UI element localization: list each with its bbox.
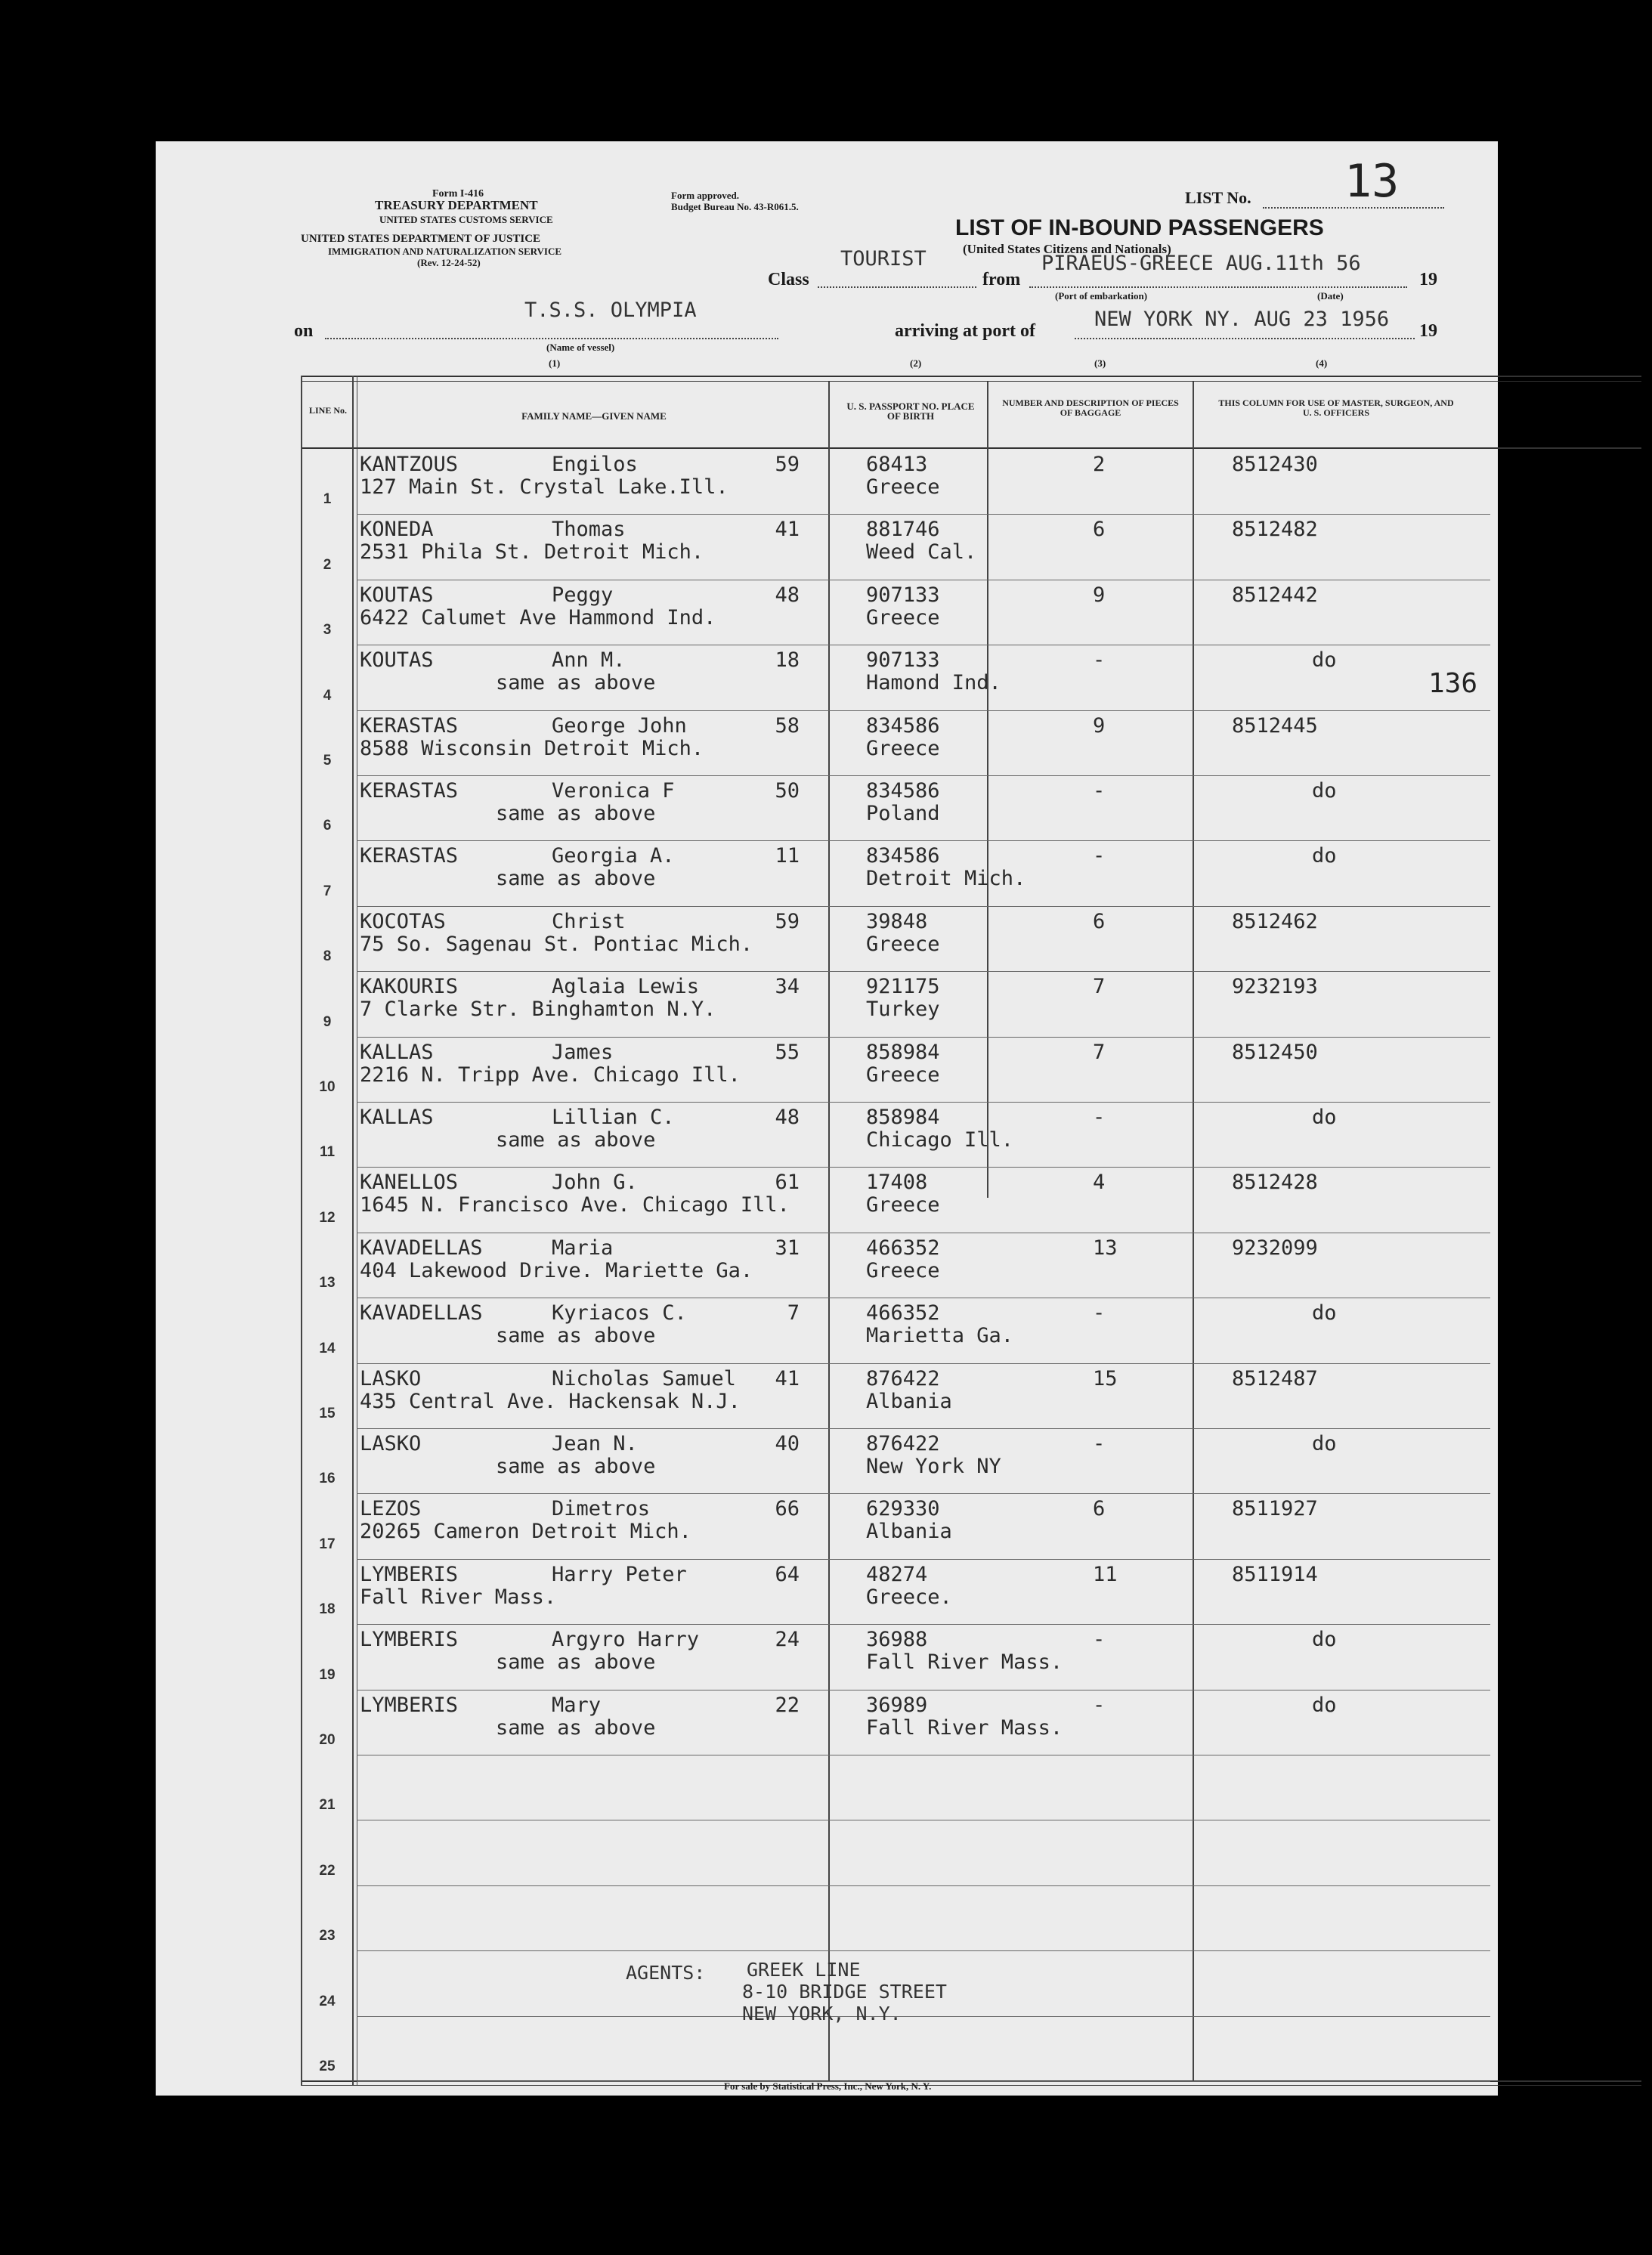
from-value: PIRAEUS-GREECE AUG.11th 56 (1041, 252, 1361, 275)
age: 31 (775, 1236, 800, 1260)
family-name: LASKO (360, 1366, 422, 1390)
officer-note: 8512428 (1232, 1171, 1318, 1195)
agents-label: AGENTS: (626, 1962, 706, 1984)
place-of-birth: Greece (866, 932, 940, 956)
row-divider (357, 971, 1490, 972)
manifest-page (156, 141, 1498, 2096)
baggage-count: - (1093, 844, 1106, 868)
given-name: Peggy (552, 583, 614, 607)
baggage-count: 6 (1093, 1497, 1106, 1521)
given-name: Dimetros (552, 1497, 651, 1521)
margin-note: 136 (1428, 668, 1478, 699)
family-name: KERASTAS (360, 844, 459, 868)
address: same as above (496, 1128, 656, 1152)
baggage-count: - (1093, 648, 1106, 673)
place-of-birth: Fall River Mass. (866, 1650, 1063, 1675)
officer-note: do (1312, 1693, 1337, 1717)
baggage-count: - (1093, 1693, 1106, 1717)
passport-number: 48274 (866, 1562, 928, 1586)
place-of-birth: Greece (866, 1193, 940, 1217)
given-name: Lillian C. (552, 1106, 675, 1129)
col-num-1: (1) (549, 357, 561, 369)
place-of-birth: Hamond Ind. (866, 671, 1001, 695)
officer-note: 9232099 (1232, 1236, 1318, 1260)
line-number: 6 (323, 818, 332, 834)
form-number: Form I-416 (432, 188, 484, 200)
passport-number: 834586 (866, 779, 940, 803)
passport-number: 36989 (866, 1693, 928, 1717)
line-number: 12 (319, 1209, 336, 1226)
arriving-label: arriving at port of (895, 321, 1035, 341)
address: same as above (496, 1715, 656, 1740)
row-divider (357, 1363, 1490, 1364)
row-divider (357, 840, 1490, 841)
family-name: LYMBERIS (360, 1628, 459, 1652)
line-number: 7 (323, 883, 332, 899)
given-name: Ann M. (552, 648, 626, 673)
age: 66 (775, 1497, 800, 1521)
given-name: Nicholas Samuel (552, 1366, 736, 1390)
line-number: 16 (319, 1471, 336, 1487)
family-name: KAKOURIS (360, 975, 459, 999)
given-name: Thomas (552, 518, 626, 542)
officer-note: 8511927 (1232, 1497, 1318, 1521)
place-of-birth: Detroit Mich. (866, 867, 1026, 891)
family-name: KERASTAS (360, 779, 459, 803)
age: 18 (775, 648, 800, 673)
address: 6422 Calumet Ave Hammond Ind. (360, 605, 716, 629)
line-number: 17 (319, 1536, 336, 1552)
officer-note: do (1312, 1628, 1337, 1652)
officer-note: do (1312, 1432, 1337, 1455)
given-name: Jean N. (552, 1432, 638, 1455)
age: 7 (787, 1301, 800, 1325)
passport-number: 36988 (866, 1628, 928, 1652)
given-name: Kyriacos C. (552, 1301, 687, 1325)
from-label: from (982, 270, 1021, 289)
ins-label: IMMIGRATION AND NATURALIZATION SERVICE (328, 246, 562, 257)
officer-note: 8512462 (1232, 909, 1318, 933)
row-divider (357, 775, 1490, 776)
line-number: 4 (323, 687, 332, 704)
list-no-value: 13 (1344, 155, 1400, 208)
family-name: KAVADELLAS (360, 1236, 483, 1260)
family-name: LYMBERIS (360, 1693, 459, 1717)
line-number: 25 (319, 2059, 336, 2074)
manifest-title: LIST OF IN-BOUND PASSENGERS (955, 215, 1324, 240)
officer-note: 8512482 (1232, 518, 1318, 542)
row-divider (357, 1037, 1490, 1038)
family-name: KAVADELLAS (360, 1301, 483, 1325)
age: 11 (775, 844, 800, 868)
given-name: Maria (552, 1236, 614, 1260)
age: 41 (775, 1366, 800, 1390)
age: 61 (775, 1171, 800, 1195)
passport-number: 907133 (866, 583, 940, 607)
given-name: John G. (552, 1171, 638, 1195)
address: same as above (496, 1455, 656, 1478)
given-name: Georgia A. (552, 844, 675, 868)
customs-label: UNITED STATES CUSTOMS SERVICE (379, 214, 553, 225)
officer-note: do (1312, 844, 1337, 868)
address: 2531 Phila St. Detroit Mich. (360, 540, 704, 565)
baggage-count: 13 (1093, 1236, 1118, 1260)
line-number: 11 (319, 1144, 336, 1161)
line-number: 14 (319, 1340, 336, 1356)
place-of-birth: Greece (866, 1063, 940, 1087)
place-of-birth: Greece. (866, 1585, 952, 1609)
row-divider (357, 710, 1490, 711)
age: 64 (775, 1562, 800, 1586)
place-of-birth: Albania (866, 1520, 952, 1544)
given-name: Engilos (552, 453, 638, 476)
address: 435 Central Ave. Hackensak N.J. (360, 1389, 741, 1413)
place-of-birth: Marietta Ga. (866, 1324, 1014, 1348)
agents-line-3: NEW YORK, N.Y. (742, 2003, 902, 2025)
age: 50 (775, 779, 800, 803)
place-of-birth: Greece (866, 736, 940, 760)
baggage-count: 7 (1093, 1040, 1106, 1064)
age: 55 (775, 1040, 800, 1064)
family-name: KOUTAS (360, 583, 434, 607)
address: same as above (496, 867, 656, 891)
address: 75 So. Sagenau St. Pontiac Mich. (360, 932, 753, 956)
officer-note: 8512445 (1232, 713, 1318, 738)
baggage-count: - (1093, 1106, 1106, 1129)
line-number: 18 (319, 1601, 336, 1618)
line-number: 21 (319, 1797, 336, 1814)
place-of-birth: New York NY (866, 1455, 1001, 1478)
address: same as above (496, 1650, 656, 1675)
form-approved: Form approved. (671, 190, 740, 201)
passport-number: 629330 (866, 1497, 940, 1521)
family-name: LEZOS (360, 1497, 422, 1521)
address: 7 Clarke Str. Binghamton N.Y. (360, 998, 716, 1022)
year-suffix-2: 19 (1419, 321, 1437, 341)
passport-number: 858984 (866, 1106, 940, 1129)
col-num-2: (2) (910, 357, 922, 369)
row-divider (357, 1167, 1490, 1168)
line-number: 20 (319, 1732, 336, 1748)
vessel-value: T.S.S. OLYMPIA (524, 299, 697, 322)
passport-number: 834586 (866, 844, 940, 868)
family-name: KOCOTAS (360, 909, 446, 933)
date-caption: (Date) (1317, 290, 1344, 302)
manifest-subtitle: (United States Citizens and Nationals) (963, 242, 1171, 256)
given-name: Veronica F (552, 779, 675, 803)
officer-note: 8512430 (1232, 453, 1318, 476)
baggage-count: 15 (1093, 1366, 1118, 1390)
given-name: Mary (552, 1693, 602, 1717)
family-name: KANTZOUS (360, 453, 459, 476)
line-number: 5 (323, 753, 332, 769)
address: 404 Lakewood Drive. Mariette Ga. (360, 1258, 753, 1282)
revision-label: (Rev. 12-24-52) (417, 257, 481, 268)
family-name: KANELLOS (360, 1171, 459, 1195)
officer-note: 8512442 (1232, 583, 1318, 607)
baggage-count: - (1093, 779, 1106, 803)
address: Fall River Mass. (360, 1585, 557, 1609)
row-divider (357, 1624, 1490, 1625)
list-no-label: LIST No. (1185, 188, 1251, 207)
place-of-birth: Chicago Ill. (866, 1128, 1014, 1152)
passport-number: 17408 (866, 1171, 928, 1195)
row-divider (357, 1102, 1490, 1103)
family-name: KERASTAS (360, 713, 459, 738)
header-officers: THIS COLUMN FOR USE OF MASTER, SURGEON, AND U. S. OFFICERS (1218, 397, 1454, 418)
row-divider (357, 1493, 1490, 1494)
officer-note: 8511914 (1232, 1562, 1318, 1586)
age: 24 (775, 1628, 800, 1652)
agents-line-1: GREEK LINE (747, 1959, 861, 1981)
place-of-birth: Turkey (866, 998, 940, 1022)
baggage-count: - (1093, 1432, 1106, 1455)
line-number: 2 (323, 556, 332, 573)
age: 22 (775, 1693, 800, 1717)
row-divider (357, 1950, 1490, 1951)
given-name: Argyro Harry (552, 1628, 700, 1652)
passport-number: 39848 (866, 909, 928, 933)
place-of-birth: Greece (866, 475, 940, 499)
passport-number: 466352 (866, 1236, 940, 1260)
baggage-count: 2 (1093, 453, 1106, 476)
header-passport: U. S. PASSPORT NO. PLACE OF BIRTH (846, 401, 975, 422)
treasury-label: TREASURY DEPARTMENT (375, 198, 538, 212)
budget-bureau: Budget Bureau No. 43-R061.5. (671, 201, 799, 212)
header-name: FAMILY NAME—GIVEN NAME (521, 410, 667, 422)
family-name: KALLAS (360, 1106, 434, 1129)
baggage-count: - (1093, 1301, 1106, 1325)
row-divider (357, 514, 1490, 515)
passport-number: 876422 (866, 1432, 940, 1455)
officer-note: do (1312, 1301, 1337, 1325)
passport-number: 68413 (866, 453, 928, 476)
address: same as above (496, 1324, 656, 1348)
age: 41 (775, 518, 800, 542)
row-divider (357, 1559, 1490, 1560)
passport-number: 834586 (866, 713, 940, 738)
justice-label: UNITED STATES DEPARTMENT OF JUSTICE (301, 233, 541, 245)
family-name: KALLAS (360, 1040, 434, 1064)
family-name: KOUTAS (360, 648, 434, 673)
officer-note: 8512487 (1232, 1366, 1318, 1390)
class-value: TOURIST (840, 247, 927, 271)
line-number: 8 (323, 948, 332, 965)
given-name: Aglaia Lewis (552, 975, 700, 999)
passport-number: 466352 (866, 1301, 940, 1325)
officer-note: do (1312, 779, 1337, 803)
passport-number: 921175 (866, 975, 940, 999)
line-number: 22 (319, 1862, 336, 1879)
baggage-count: 9 (1093, 583, 1106, 607)
baggage-count: 11 (1093, 1562, 1118, 1586)
line-number: 9 (323, 1013, 332, 1030)
given-name: James (552, 1040, 614, 1064)
age: 59 (775, 453, 800, 476)
line-number: 1 (323, 491, 332, 508)
line-number: 15 (319, 1406, 336, 1421)
baggage-count: 4 (1093, 1171, 1106, 1195)
address: same as above (496, 671, 656, 695)
place-of-birth: Fall River Mass. (866, 1715, 1063, 1740)
passport-number: 876422 (866, 1366, 940, 1390)
officer-note: do (1312, 1106, 1337, 1129)
year-suffix-1: 19 (1419, 270, 1437, 289)
agents-line-2: 8-10 BRIDGE STREET (742, 1981, 947, 2003)
row-divider (357, 2016, 1490, 2017)
col-num-4: (4) (1316, 357, 1328, 369)
given-name: Christ (552, 909, 626, 933)
header-baggage: NUMBER AND DESCRIPTION OF PIECES OF BAGGAGE (1002, 397, 1179, 418)
line-number: 10 (319, 1079, 336, 1095)
given-name: Harry Peter (552, 1562, 687, 1586)
officer-note: 9232193 (1232, 975, 1318, 999)
age: 59 (775, 909, 800, 933)
age: 48 (775, 583, 800, 607)
given-name: George John (552, 713, 687, 738)
line-number: 3 (323, 622, 332, 639)
family-name: LYMBERIS (360, 1562, 459, 1586)
baggage-count: 6 (1093, 909, 1106, 933)
age: 40 (775, 1432, 800, 1455)
passport-number: 858984 (866, 1040, 940, 1064)
place-of-birth: Weed Cal. (866, 540, 977, 565)
row-divider (357, 1428, 1490, 1429)
place-of-birth: Albania (866, 1389, 952, 1413)
class-label: Class (768, 270, 809, 289)
address: 127 Main St. Crystal Lake.Ill. (360, 475, 729, 499)
place-of-birth: Greece (866, 605, 940, 629)
arriving-value: NEW YORK NY. AUG 23 1956 (1094, 308, 1390, 331)
on-label: on (294, 321, 314, 341)
address: 1645 N. Francisco Ave. Chicago Ill. (360, 1193, 790, 1217)
family-name: LASKO (360, 1432, 422, 1455)
vessel-caption: (Name of vessel) (546, 342, 615, 353)
officer-note: 8512450 (1232, 1040, 1318, 1064)
age: 48 (775, 1106, 800, 1129)
baggage-count: 7 (1093, 975, 1106, 999)
line-number: 19 (319, 1666, 336, 1683)
row-divider (357, 906, 1490, 907)
header-line-no: LINE No. (308, 405, 347, 416)
line-number: 13 (319, 1275, 336, 1291)
address: 8588 Wisconsin Detroit Mich. (360, 736, 704, 760)
row-divider (357, 1885, 1490, 1886)
place-of-birth: Poland (866, 802, 940, 825)
address: 20265 Cameron Detroit Mich. (360, 1520, 691, 1544)
officer-note: do (1312, 648, 1337, 673)
passport-number: 881746 (866, 518, 940, 542)
footer-printer: For sale by Statistical Press, Inc., New York, N. Y. (724, 2080, 932, 2092)
baggage-count: - (1093, 1628, 1106, 1652)
age: 34 (775, 975, 800, 999)
port-embark-caption: (Port of embarkation) (1055, 290, 1148, 302)
line-number: 24 (319, 1993, 336, 2009)
age: 58 (775, 713, 800, 738)
line-number: 23 (319, 1928, 336, 1944)
col-num-3: (3) (1094, 357, 1106, 369)
baggage-count: 6 (1093, 518, 1106, 542)
passport-number: 907133 (866, 648, 940, 673)
address: same as above (496, 802, 656, 825)
address: 2216 N. Tripp Ave. Chicago Ill. (360, 1063, 741, 1087)
family-name: KONEDA (360, 518, 434, 542)
place-of-birth: Greece (866, 1258, 940, 1282)
baggage-count: 9 (1093, 713, 1106, 738)
